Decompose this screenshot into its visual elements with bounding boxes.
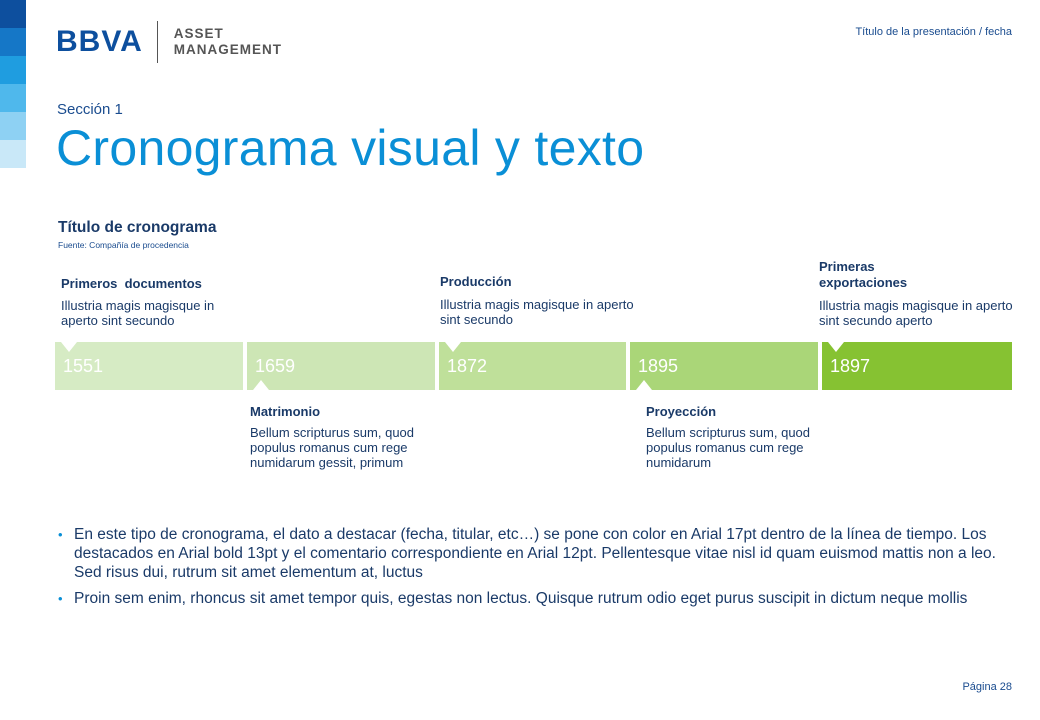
timeline-year: 1895 xyxy=(638,356,679,376)
page-number: Página 28 xyxy=(962,681,1012,693)
bullet-item xyxy=(58,589,1008,608)
notch-marker xyxy=(445,342,461,352)
event-text: Illustria magis magisque in aperto sint secundo xyxy=(61,298,215,328)
notch-marker xyxy=(828,342,844,352)
event-text: Bellum scripturus sum, quod populus romanus cum rege numidarum gessit, primum xyxy=(250,425,415,470)
event-heading: Primeras exportaciones xyxy=(819,259,908,290)
bullet-text: En este tipo de cronograma, el dato a destacar (fecha, titular, etc…) se pone con color en Arial 17pt dentro de la línea de tiempo. Los destacados en Arial bold 13pt y el comentario correspondiente en Arial 12pt. Pellentesque vitae nisl id quam euismod mattis non a leo. Sed risus dui, rutrum sit amet elementum at, luctus xyxy=(74,526,996,581)
sidebar-color-block xyxy=(0,0,26,28)
timeline-segment xyxy=(55,342,243,390)
timeline-year: 1897 xyxy=(830,356,871,376)
timeline-title: Título de cronograma xyxy=(58,219,217,236)
logo-brand: BBVA xyxy=(56,25,143,58)
section-label: Sección 1 xyxy=(57,101,123,118)
event-text: Bellum scripturus sum, quod populus romanus cum rege numidarum xyxy=(646,425,811,470)
page-title: Cronograma visual y texto xyxy=(56,120,645,176)
timeline-segment xyxy=(630,342,818,390)
presentation-title: Título de la presentación / fecha xyxy=(855,26,1012,38)
sidebar-color-block xyxy=(0,84,26,112)
event-heading: Matrimonio xyxy=(250,404,321,419)
timeline-segment xyxy=(247,342,435,390)
timeline-year: 1872 xyxy=(447,356,488,376)
logo-subtitle xyxy=(174,26,282,58)
event-text: Illustria magis magisque in aperto sint secundo aperto xyxy=(819,298,1013,328)
timeline-segment xyxy=(439,342,626,390)
bullet-text: Proin sem enim, rhoncus sit amet tempor quis, egestas non lectus. Quisque rutrum odio eget purus suscipit in dictum neque mollis xyxy=(74,590,968,607)
bullet-item xyxy=(58,525,1008,582)
bbva-asset-management-logo xyxy=(56,20,282,64)
timeline-year: 1551 xyxy=(63,356,104,376)
sidebar-color-block xyxy=(0,112,26,140)
event-heading: Producción xyxy=(440,274,512,289)
timeline-year: 1659 xyxy=(255,356,296,376)
bullet-list xyxy=(58,525,1008,615)
logo-divider xyxy=(157,21,158,63)
bullet-marker: • xyxy=(58,527,63,542)
event-text: Illustria magis magisque in aperto sint secundo xyxy=(440,297,634,327)
sidebar-color-block xyxy=(0,140,26,168)
sidebar-color-block xyxy=(0,28,26,56)
sidebar-color-block xyxy=(0,56,26,84)
timeline-source: Fuente: Compañía de procedencia xyxy=(58,240,189,250)
event-heading: Primeros documentos xyxy=(61,276,202,291)
timeline-segment xyxy=(822,342,1012,390)
event-heading: Proyección xyxy=(646,404,717,419)
notch-marker xyxy=(253,380,269,390)
notch-marker xyxy=(61,342,77,352)
logo-subtitle-line1: ASSET xyxy=(173,26,224,41)
logo-subtitle-line2: MANAGEMENT xyxy=(173,42,283,57)
bullet-marker: • xyxy=(58,591,63,606)
notch-marker xyxy=(636,380,652,390)
